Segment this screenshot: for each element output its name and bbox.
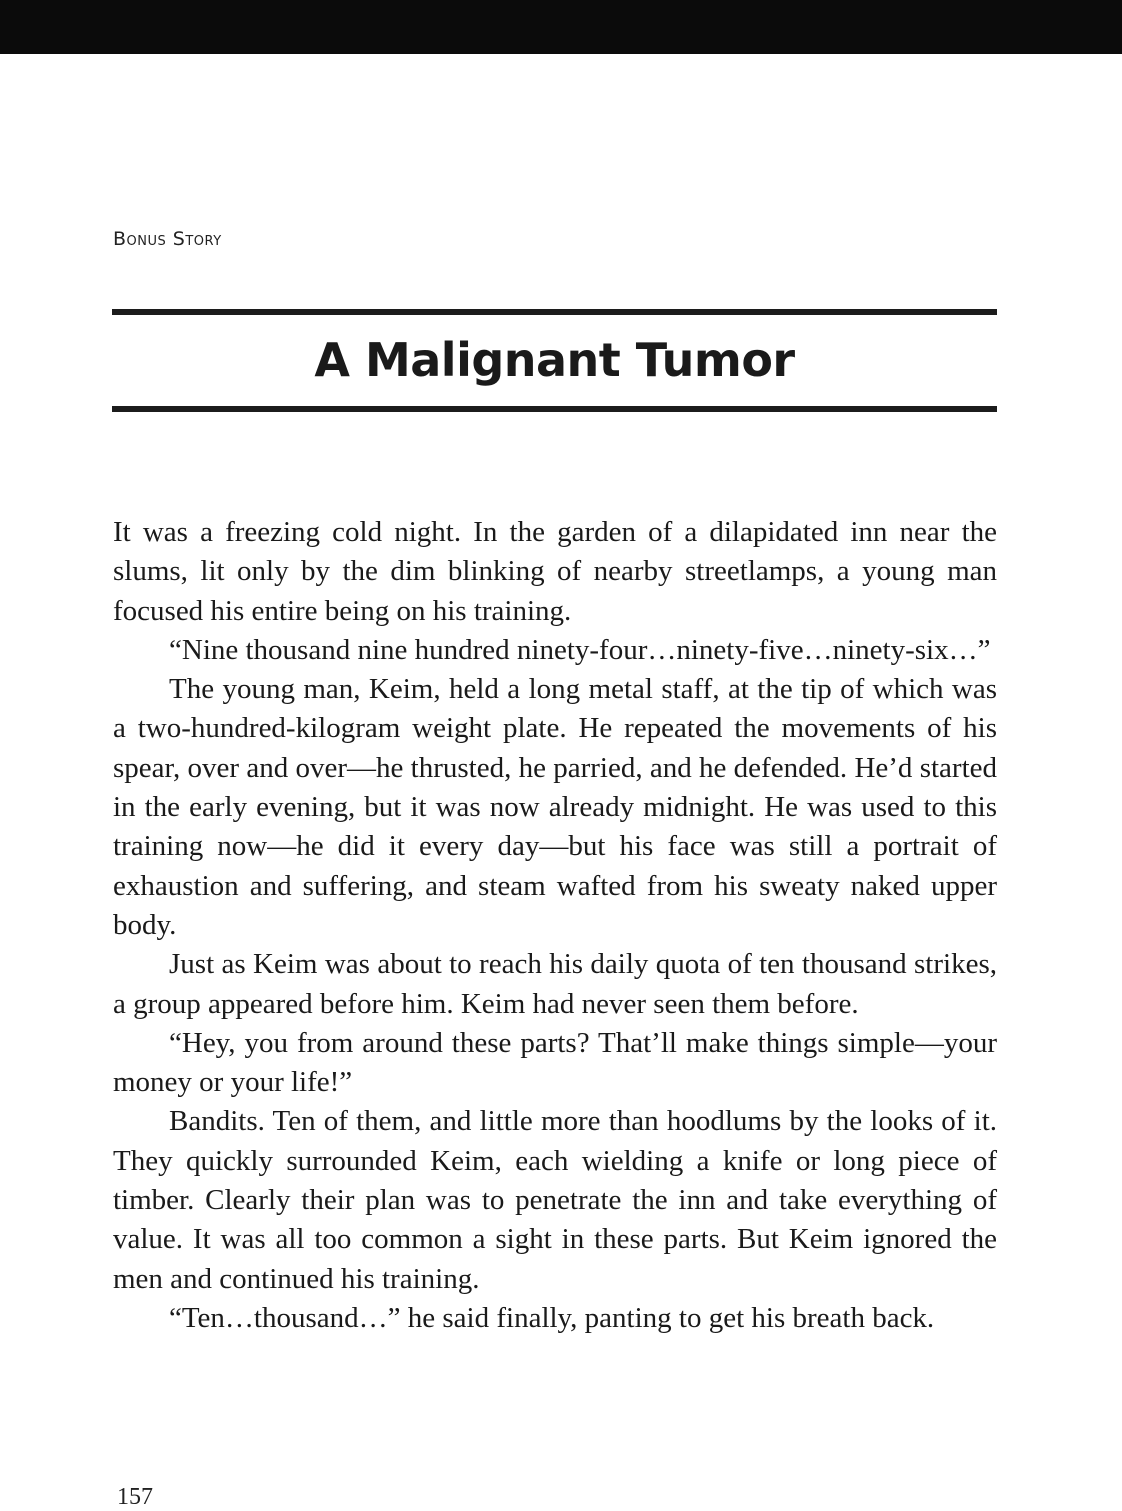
chapter-title: A Malignant Tumor: [314, 333, 795, 387]
paragraph: “Hey, you from around these parts? That’ll make things simple—your money or your life!”: [113, 1026, 997, 1099]
paragraph: Bandits. Ten of them, and little more than hoodlums by the looks of it. They quickly surrounded Keim, each wielding a knife or long piece of timber. Clearly their plan was to penetrate the inn and take everything of value. It was all too common a sight in these parts. But Keim ignored the men and continued his training.: [113, 1105, 997, 1295]
title-rule-bottom: [112, 406, 997, 412]
paragraph: “Ten…thousand…” he said finally, panting to get his breath back.: [169, 1301, 935, 1334]
paragraph: “Nine thousand nine hundred ninety-four…ninety-five…ninety-six…”: [169, 633, 991, 666]
body-text: [113, 513, 997, 1338]
section-label: Bonus Story: [113, 228, 222, 250]
paragraph: The young man, Keim, held a long metal staff, at the tip of which was a two-hundred-kilogram weight plate. He repeated the movements of his spear, over and over—he thrusted, he parried, and he defended. He’d started in the early evening, but it was now already midnight. He was used to this training now—he did it every day—but his face was still a portrait of exhaustion and suffering, and steam wafted from his sweaty naked upper body.: [113, 673, 997, 941]
page-number: 157: [117, 1484, 153, 1510]
paragraph: It was a freezing cold night. In the garden of a dilapidated inn near the slums, lit only by the dim blinking of nearby streetlamps, a young man focused his entire being on his training.: [113, 516, 997, 627]
title-rule-top: [112, 309, 997, 315]
paragraph: Just as Keim was about to reach his daily quota of ten thousand strikes, a group appeared before him. Keim had never seen them before.: [113, 948, 997, 1020]
scan-top-border: [0, 0, 1122, 54]
